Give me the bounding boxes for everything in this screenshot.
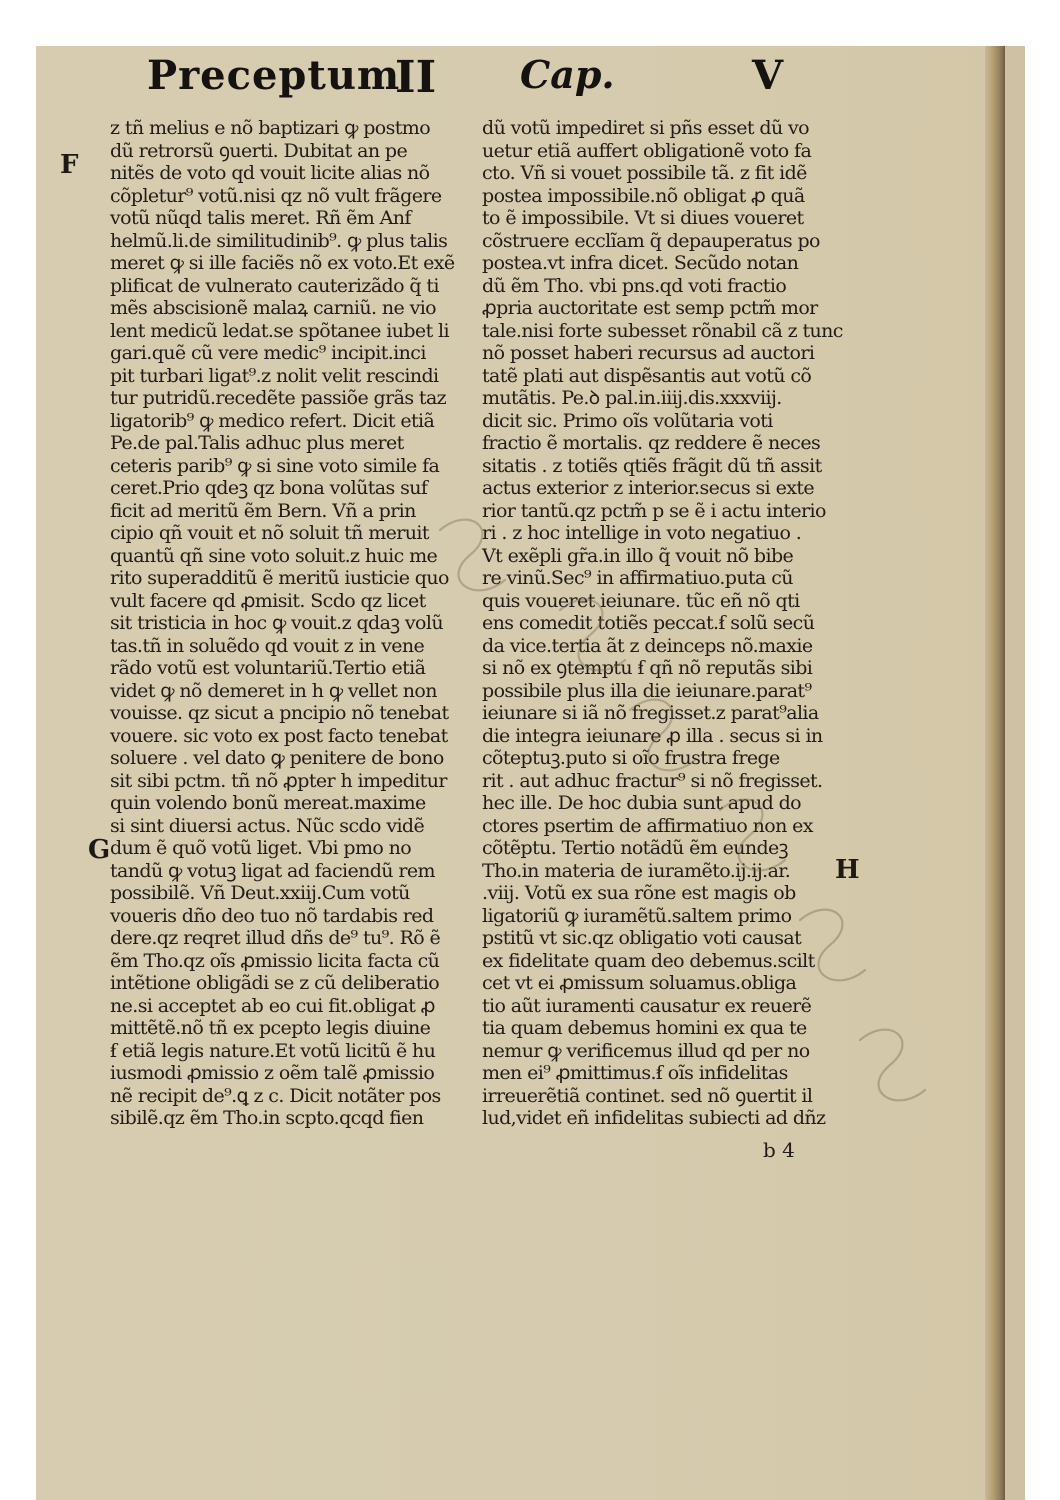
text-line-right: .viij. Votũ ex sua rõne est magis ob bbox=[482, 882, 796, 904]
text-line-right: hec ille. De hoc dubia sunt apud do bbox=[482, 792, 802, 814]
text-line-right: nemur ꝙ verificemus illud qd per no bbox=[482, 1039, 810, 1062]
text-line-left: quantũ qñ sine voto soluit.z huic me bbox=[110, 544, 438, 567]
text-line-right: da vice.tertia ãt z deinceps nõ.maxie bbox=[482, 634, 813, 657]
text-line-right: cõteptuꝫ.puto si oĩo frustra frege bbox=[482, 747, 780, 769]
text-line-left: videt ꝙ nõ demeret in h ꝙ vellet non bbox=[110, 679, 437, 702]
text-line-right: pstitũ vt sic.qz obligatio voti causat bbox=[482, 927, 802, 949]
running-head-number: II bbox=[395, 52, 437, 103]
text-line-left: vult facere qd ꝓmisit. Scdo qz licet bbox=[110, 589, 426, 612]
text-line-left: sibilẽ.qz ẽm Tho.in scpto.qcqd fien bbox=[110, 1107, 424, 1129]
text-line-right: Vt exẽpli gr̃a.in illo q̃ vouit nõ bibe bbox=[482, 544, 794, 567]
text-line-right: nõ posset haberi recursus ad auctori bbox=[482, 342, 815, 364]
running-head-title: Preceptum bbox=[147, 52, 401, 99]
text-line-left: vouisse. qz sicut a pncipio nõ tenebat bbox=[110, 702, 449, 724]
text-line-left: iusmodi ꝓmissio z oẽm talẽ ꝓmissio bbox=[110, 1062, 435, 1084]
text-line-left: dum ẽ quõ votũ liget. Vbi pmo no bbox=[110, 837, 412, 859]
text-line-right: to ẽ impossibile. Vt si diues voueret bbox=[482, 207, 804, 229]
text-line-left: cipio qñ vouit et nõ soluit tñ meruit bbox=[110, 522, 429, 544]
margin-letter-f: F bbox=[60, 150, 79, 180]
text-line-left: vouere. sic voto ex post facto tenebat bbox=[110, 724, 448, 747]
text-line-right: tale.nisi forte subesset rõnabil cã z tunc bbox=[482, 319, 843, 342]
text-line-left: meret ꝙ si ille faciẽs nõ ex voto.Et exẽ bbox=[110, 252, 455, 274]
text-line-right: sitatis . z totiẽs qtiẽs frãgit dũ tñ assit bbox=[482, 454, 822, 477]
text-line-right: tia quam debemus homini ex qua te bbox=[482, 1017, 807, 1039]
text-line-right: uetur etiã auffert obligationẽ voto fa bbox=[482, 139, 812, 162]
text-line-right: cet vt ei ꝓmissum soluamus.obliga bbox=[482, 972, 797, 994]
text-line-left: rito superadditũ ẽ meritũ iusticie quo bbox=[110, 567, 449, 589]
text-line-left: ne.si acceptet ab eo cui fit.obligat ꝓ bbox=[110, 994, 435, 1017]
text-line-left: lent medicũ ledat.se spõtanee iubet li bbox=[110, 319, 449, 342]
text-line-left: dere.qz reqret illud dñs de⁹ tu⁹. Rõ ẽ bbox=[110, 927, 441, 949]
margin-letter-h: H bbox=[835, 855, 860, 885]
text-line-right: lud,videt eñ infidelitas subiecti ad dñz bbox=[482, 1107, 826, 1129]
text-line-right: cõtẽptu. Tertio notãdũ ẽm eundeꝫ bbox=[482, 837, 788, 859]
text-line-left: cõpletur⁹ votũ.nisi qz nõ vult frãgere bbox=[110, 184, 442, 207]
text-line-right: mutãtis. Pe.ꝺ pal.in.iiij.dis.xxxviij. bbox=[482, 387, 782, 409]
text-line-left: dũ retrorsũ ꝯuerti. Dubitat an pe bbox=[110, 139, 408, 162]
text-line-left: intẽtione obligãdi se z cũ deliberatio bbox=[110, 972, 440, 994]
text-line-right: rit . aut adhuc fractur⁹ si nõ fregisset. bbox=[482, 769, 823, 792]
text-line-right: cto. Vñ si vouet possibile tã. z fit idẽ bbox=[482, 162, 807, 184]
library-watermark bbox=[300, 500, 960, 1200]
text-line-left: mẽs abscisionẽ malaꝝ carniũ. ne vio bbox=[110, 297, 437, 319]
text-line-left: nitẽs de voto qd vouit licite alias nõ bbox=[110, 162, 430, 184]
text-line-right: ieiunare si iã nõ fregisset.z parat⁹alia bbox=[482, 702, 819, 724]
text-line-right: Tho.in materia de iuramẽto.ij.ij.ar. bbox=[482, 859, 791, 882]
text-line-left: votũ nũqd talis meret. Rñ ẽm Anf bbox=[110, 207, 411, 229]
text-line-left: Pe.de pal.Talis adhuc plus meret bbox=[110, 432, 404, 454]
text-line-left: z tñ melius e nõ baptizari ꝙ postmo bbox=[110, 117, 431, 139]
text-line-left: ẽm Tho.qz oĩs ꝓmissio licita facta cũ bbox=[110, 949, 440, 972]
text-line-right: tatẽ plati aut dispẽsantis aut votũ cõ bbox=[482, 364, 812, 387]
text-line-right: postea impossibile.nõ obligat ꝓ quã bbox=[482, 184, 805, 207]
text-line-left: possibilẽ. Vñ Deut.xxiij.Cum votũ bbox=[110, 882, 410, 904]
text-line-right: actus exterior z interior.secus si exte bbox=[482, 477, 815, 499]
text-line-right: dicit sic. Primo oĩs volũtaria voti bbox=[482, 409, 773, 432]
text-line-right: dũ ẽm Tho. vbi pns.qd voti fractio bbox=[482, 274, 787, 297]
text-line-left: mittẽtẽ.nõ tñ ex pcepto legis diuine bbox=[110, 1017, 431, 1039]
text-line-right: possibile plus illa die ieiunare.parat⁹ bbox=[482, 679, 812, 702]
text-line-left: ficit ad meritũ ẽm Bern. Vñ a prin bbox=[110, 499, 416, 522]
running-head-chapter: V bbox=[752, 52, 784, 99]
text-line-right: si nõ ex ꝯtemptu ẜ qñ nõ reputãs sibi bbox=[482, 657, 813, 679]
text-line-left: tur putridũ.recedẽte passiõe grãs taz bbox=[110, 387, 447, 409]
text-line-right: ri . z hoc intellige in voto negatiuo . bbox=[482, 522, 802, 544]
text-line-right: die integra ieiunare ꝓ illa . secus si in bbox=[482, 724, 823, 747]
text-line-right: quis voueret ieiunare. tũc eñ nõ qti bbox=[482, 589, 800, 612]
text-line-right: ex fidelitate quam deo debemus.scilt bbox=[482, 949, 815, 972]
text-line-right: postea.vt infra dicet. Secũdo notan bbox=[482, 252, 799, 274]
running-head-cap: Cap. bbox=[520, 52, 615, 97]
text-line-left: plificat de vulnerato cauterizãdo q̃ ti bbox=[110, 274, 439, 297]
text-line-right: cõstruere ecclĩam q̃ depauperatus po bbox=[482, 229, 820, 252]
text-line-right: ctores psertim de affirmatiuo non ex bbox=[482, 814, 813, 837]
text-line-left: sit sibi pctm. tñ nõ ꝓpter h impeditur bbox=[110, 769, 447, 792]
text-line-left: ẜ etiã legis nature.Et votũ licitũ ẽ hu bbox=[110, 1039, 436, 1062]
text-line-right: re vinũ.Sec⁹ in affirmatiuo.puta cũ bbox=[482, 567, 793, 589]
page-edge-shadow bbox=[985, 46, 1005, 1500]
text-line-right: ens comedit totiẽs peccat.ẜ solũ secũ bbox=[482, 612, 815, 634]
text-line-right: fractio ẽ mortalis. qz reddere ẽ neces bbox=[482, 432, 821, 454]
text-line-left: quin volendo bonũ mereat.maxime bbox=[110, 792, 426, 814]
text-line-left: tandũ ꝙ votuꝫ ligat ad faciendũ rem bbox=[110, 859, 435, 882]
text-line-left: tas.tñ in soluẽdo qd vouit z in vene bbox=[110, 634, 425, 657]
text-line-left: ceret.Prio qdeꝫ qz bona volũtas suf bbox=[110, 477, 428, 499]
text-line-left: rãdo votũ est voluntariũ.Tertio etiã bbox=[110, 657, 426, 679]
text-line-left: sit tristicia in hoc ꝙ vouit.z qdaꝫ volũ bbox=[110, 612, 443, 634]
text-line-right: ligatoriũ ꝙ iuramẽtũ.saltem primo bbox=[482, 904, 792, 927]
text-line-left: gari.quẽ cũ vere medic⁹ incipit.inci bbox=[110, 342, 426, 364]
text-line-right: tio aũt iuramenti causatur ex reuerẽ bbox=[482, 994, 812, 1017]
text-line-left: ceteris parib⁹ ꝙ si sine voto simile fa bbox=[110, 454, 440, 477]
text-line-left: soluere . vel dato ꝙ penitere de bono bbox=[110, 747, 444, 769]
text-line-left: nẽ recipit de⁹.ꝗ z c. Dicit notãter pos bbox=[110, 1084, 441, 1107]
text-line-left: ligatorib⁹ ꝙ medico refert. Dicit etiã bbox=[110, 409, 435, 432]
text-line-right: men ei⁹ ꝓmittimus.ẜ oĩs infidelitas bbox=[482, 1062, 788, 1084]
text-line-right: dũ votũ impediret si pñs esset dũ vo bbox=[482, 117, 809, 139]
text-line-left: voueris dño deo tuo nõ tardabis red bbox=[110, 904, 434, 927]
text-line-right: irreuerẽtiã continet. sed nõ ꝯuertit il bbox=[482, 1084, 813, 1107]
text-line-right: ꝓpria auctoritate est semp pctm̃ mor bbox=[482, 297, 818, 319]
text-line-left: pit turbari ligat⁹.z nolit velit rescindi bbox=[110, 364, 439, 387]
signature-mark: b 4 bbox=[763, 1138, 795, 1162]
text-line-left: si sint diuersi actus. Nũc scdo vidẽ bbox=[110, 814, 425, 837]
text-line-right: rior tantũ.qz pctm̃ p se ẽ i actu interio bbox=[482, 499, 826, 522]
margin-letter-g: G bbox=[88, 835, 111, 865]
text-line-left: helmũ.li.de similitudinib⁹. ꝙ plus talis bbox=[110, 229, 448, 252]
